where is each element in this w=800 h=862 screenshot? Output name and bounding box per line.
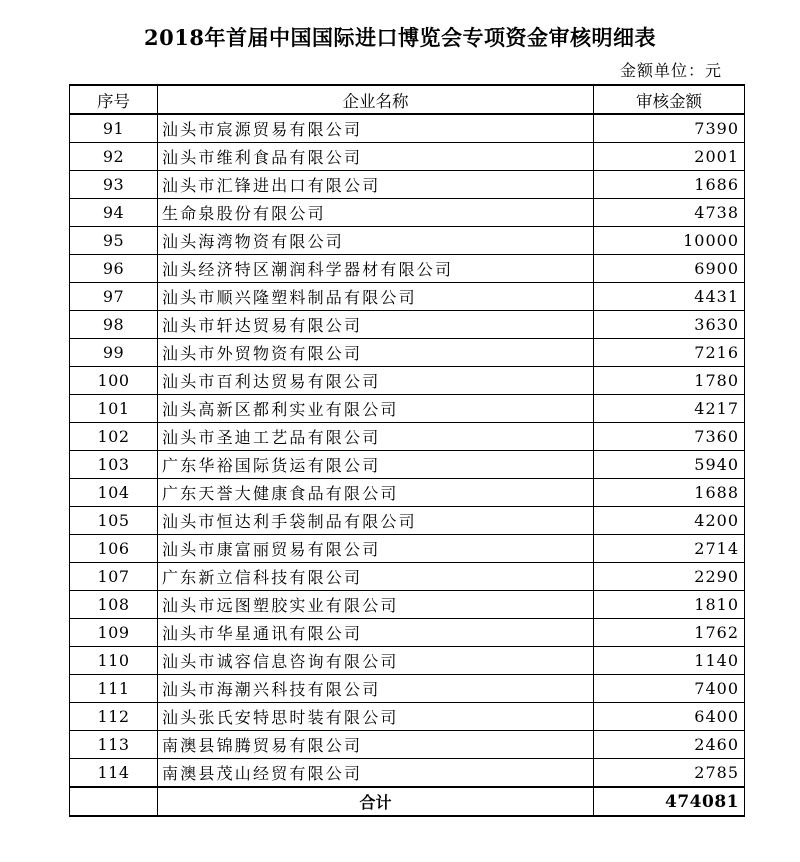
row-index: 106 (70, 535, 158, 563)
table-row (70, 143, 745, 171)
table-row (70, 647, 745, 675)
row-company-name: 汕头市康富丽贸易有限公司 (158, 535, 594, 563)
row-index: 114 (70, 759, 158, 788)
row-company-name: 汕头海湾物资有限公司 (158, 227, 594, 255)
table-row (70, 255, 745, 283)
row-company-name: 汕头市诚容信息咨询有限公司 (158, 647, 594, 675)
row-amount: 1780 (594, 367, 745, 395)
table-row (70, 367, 745, 395)
table-row (70, 451, 745, 479)
row-amount: 1810 (594, 591, 745, 619)
row-amount: 5940 (594, 451, 745, 479)
row-company-name: 汕头张氏安特思时装有限公司 (158, 703, 594, 731)
row-company-name: 汕头市恒达利手袋制品有限公司 (158, 507, 594, 535)
row-index: 98 (70, 311, 158, 339)
row-index: 102 (70, 423, 158, 451)
row-amount: 7390 (594, 114, 745, 143)
row-amount: 6400 (594, 703, 745, 731)
amount-unit-note: 金额单位：元 (619, 61, 722, 80)
row-company-name: 广东华裕国际货运有限公司 (158, 451, 594, 479)
row-company-name: 汕头市百利达贸易有限公司 (158, 367, 594, 395)
table-row (70, 311, 745, 339)
row-company-name: 生命泉股份有限公司 (158, 199, 594, 227)
row-index: 110 (70, 647, 158, 675)
table-body (70, 114, 745, 787)
table-row (70, 591, 745, 619)
header-company: 企业名称 (158, 85, 594, 114)
table-row (70, 423, 745, 451)
table-row (70, 171, 745, 199)
table-row (70, 395, 745, 423)
header-index: 序号 (70, 85, 158, 114)
row-amount: 7360 (594, 423, 745, 451)
row-company-name: 汕头市汇锋进出口有限公司 (158, 171, 594, 199)
row-company-name: 南澳县锦腾贸易有限公司 (158, 731, 594, 759)
row-company-name: 汕头市远图塑胶实业有限公司 (158, 591, 594, 619)
table-row (70, 339, 745, 367)
row-company-name: 汕头高新区都利实业有限公司 (158, 395, 594, 423)
row-index: 109 (70, 619, 158, 647)
table-row (70, 759, 745, 788)
table-row (70, 227, 745, 255)
row-amount: 2001 (594, 143, 745, 171)
row-company-name: 汕头市外贸物资有限公司 (158, 339, 594, 367)
table-row (70, 563, 745, 591)
row-company-name: 汕头市轩达贸易有限公司 (158, 311, 594, 339)
row-amount: 2785 (594, 759, 745, 788)
row-amount: 1140 (594, 647, 745, 675)
table-row (70, 703, 745, 731)
row-amount: 7400 (594, 675, 745, 703)
row-index: 113 (70, 731, 158, 759)
row-company-name: 汕头经济特区潮润科学器材有限公司 (158, 255, 594, 283)
row-company-name: 南澳县茂山经贸有限公司 (158, 759, 594, 788)
row-amount: 6900 (594, 255, 745, 283)
document-title: 2018年首届中国国际进口博览会专项资金审核明细表 (144, 25, 656, 50)
row-company-name: 汕头市顺兴隆塑料制品有限公司 (158, 283, 594, 311)
table-row (70, 507, 745, 535)
row-index: 94 (70, 199, 158, 227)
row-index: 97 (70, 283, 158, 311)
row-index: 103 (70, 451, 158, 479)
row-amount: 4217 (594, 395, 745, 423)
funding-table (69, 84, 745, 817)
header-amount: 审核金额 (594, 85, 745, 114)
row-amount: 1686 (594, 171, 745, 199)
row-amount: 4738 (594, 199, 745, 227)
total-blank-cell (70, 787, 158, 816)
total-row (70, 787, 745, 816)
row-company-name: 汕头市宸源贸易有限公司 (158, 114, 594, 143)
total-amount: 474081 (594, 787, 745, 816)
row-index: 95 (70, 227, 158, 255)
row-amount: 2714 (594, 535, 745, 563)
row-index: 100 (70, 367, 158, 395)
row-index: 105 (70, 507, 158, 535)
row-company-name: 汕头市圣迪工艺品有限公司 (158, 423, 594, 451)
row-amount: 7216 (594, 339, 745, 367)
row-company-name: 广东天誉大健康食品有限公司 (158, 479, 594, 507)
row-amount: 2290 (594, 563, 745, 591)
row-amount: 1762 (594, 619, 745, 647)
row-amount: 4431 (594, 283, 745, 311)
table-row (70, 535, 745, 563)
row-amount: 10000 (594, 227, 745, 255)
row-index: 92 (70, 143, 158, 171)
table-header (70, 85, 745, 114)
table-row (70, 479, 745, 507)
table-row (70, 731, 745, 759)
row-index: 108 (70, 591, 158, 619)
row-company-name: 汕头市海潮兴科技有限公司 (158, 675, 594, 703)
row-amount: 2460 (594, 731, 745, 759)
row-index: 112 (70, 703, 158, 731)
row-index: 111 (70, 675, 158, 703)
row-company-name: 汕头市维利食品有限公司 (158, 143, 594, 171)
row-index: 104 (70, 479, 158, 507)
row-index: 107 (70, 563, 158, 591)
row-index: 91 (70, 114, 158, 143)
table-row (70, 675, 745, 703)
row-amount: 1688 (594, 479, 745, 507)
table-row (70, 619, 745, 647)
table-row (70, 283, 745, 311)
header-row (70, 85, 745, 114)
row-index: 99 (70, 339, 158, 367)
row-index: 93 (70, 171, 158, 199)
total-label: 合计 (158, 787, 594, 816)
table-row (70, 114, 745, 143)
row-index: 101 (70, 395, 158, 423)
row-amount: 4200 (594, 507, 745, 535)
row-index: 96 (70, 255, 158, 283)
row-amount: 3630 (594, 311, 745, 339)
row-company-name: 广东新立信科技有限公司 (158, 563, 594, 591)
row-company-name: 汕头市华星通讯有限公司 (158, 619, 594, 647)
table-row (70, 199, 745, 227)
